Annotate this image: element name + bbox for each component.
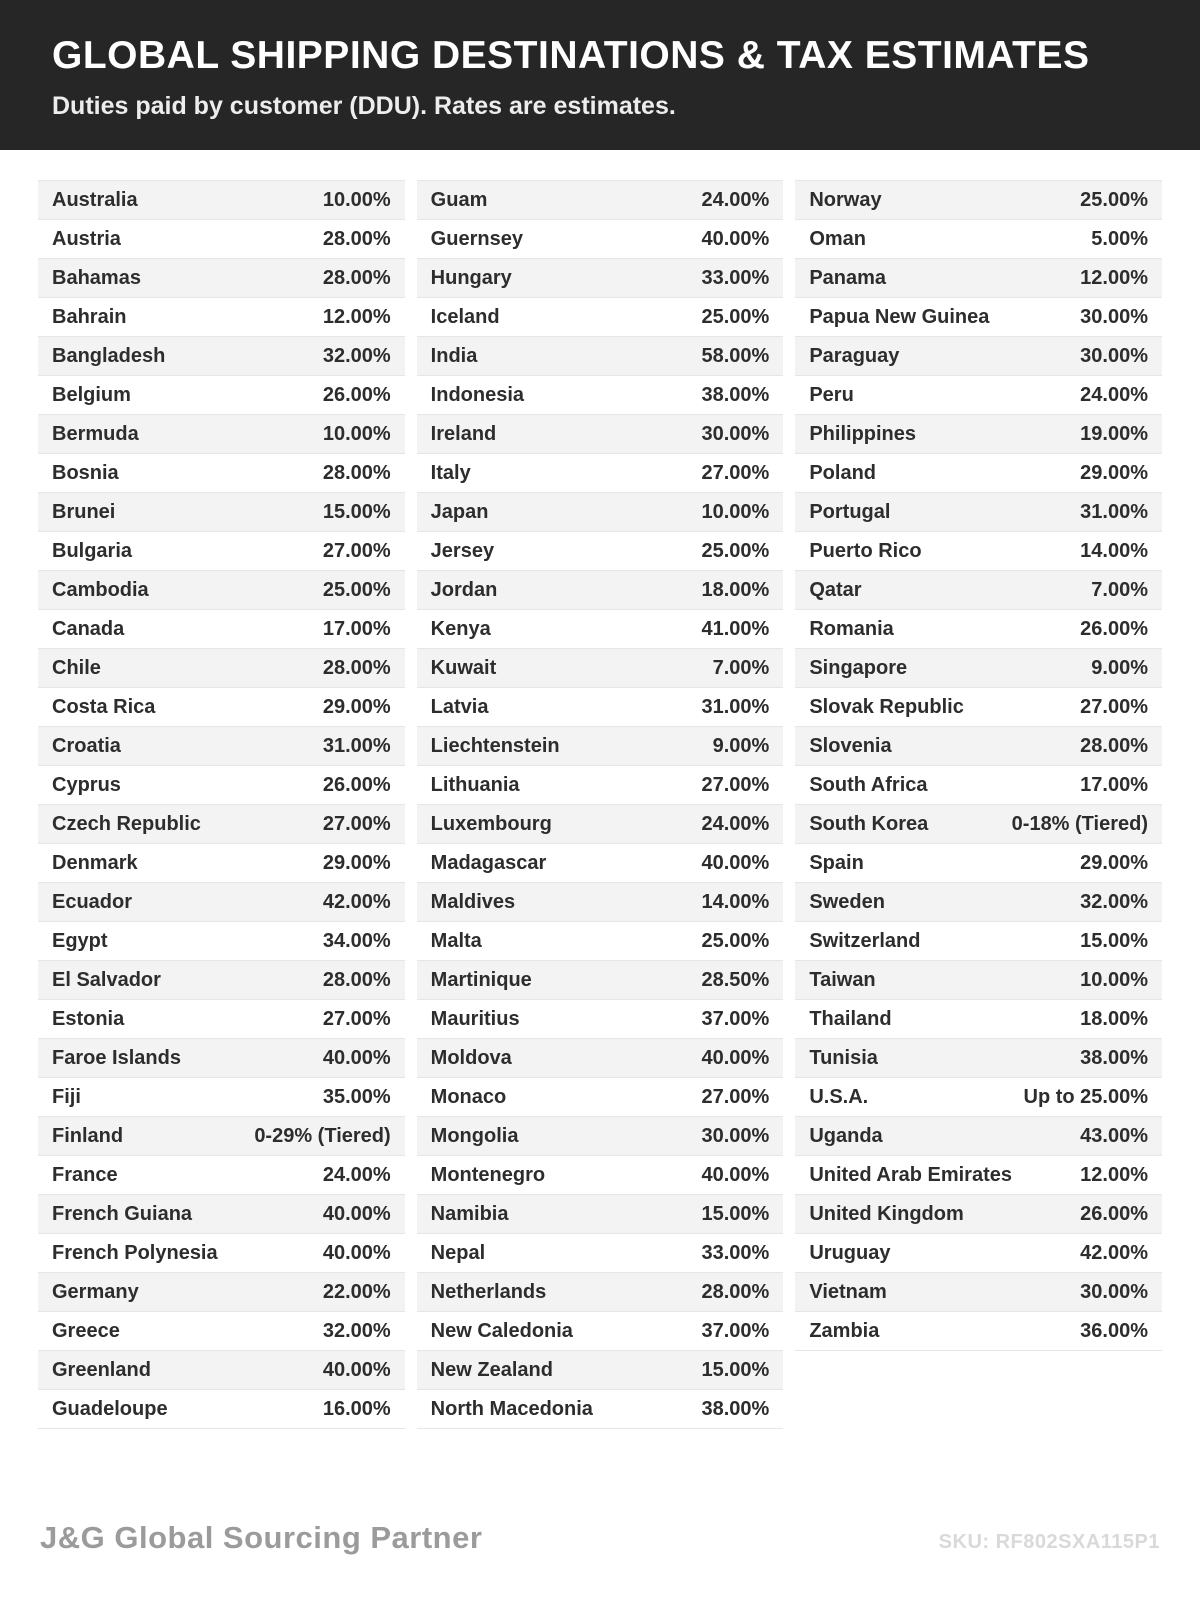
table-row — [38, 181, 405, 220]
table-row — [795, 220, 1162, 259]
table-row — [417, 727, 784, 766]
country-name: Romania — [809, 617, 894, 640]
tax-rate: 7.00% — [712, 656, 770, 679]
table-row — [38, 688, 405, 727]
tax-rate: 30.00% — [701, 422, 770, 445]
country-name: Brunei — [52, 500, 116, 523]
country-name: French Polynesia — [52, 1241, 218, 1264]
tax-rate: 10.00% — [322, 422, 391, 445]
tax-rate: 28.00% — [322, 266, 391, 289]
tax-rate: 29.00% — [322, 695, 391, 718]
country-name: Monaco — [430, 1085, 507, 1108]
tax-rate: 35.00% — [322, 1085, 391, 1108]
table-row — [417, 766, 784, 805]
tax-rate: 10.00% — [322, 188, 391, 211]
country-name: Croatia — [52, 734, 121, 757]
table-row — [417, 1312, 784, 1351]
country-name: Bangladesh — [52, 344, 166, 367]
tax-rate: 26.00% — [322, 383, 391, 406]
table-row — [795, 1273, 1162, 1312]
table-row — [38, 337, 405, 376]
tax-rate: 38.00% — [701, 383, 770, 406]
page-title: GLOBAL SHIPPING DESTINATIONS & TAX ESTIMATES — [52, 34, 1090, 77]
country-name: France — [52, 1163, 118, 1186]
country-name: Guernsey — [430, 227, 523, 250]
tax-rate: 38.00% — [701, 1397, 770, 1420]
country-name: Netherlands — [430, 1280, 547, 1303]
table-row — [417, 415, 784, 454]
table-row — [795, 571, 1162, 610]
table-row — [417, 220, 784, 259]
tax-rate: 40.00% — [701, 227, 770, 250]
country-name: Martinique — [430, 968, 532, 991]
table-row — [38, 1117, 405, 1156]
tax-rate: 58.00% — [701, 344, 770, 367]
tax-rate: 0-29% (Tiered) — [254, 1124, 391, 1147]
table-row — [795, 1195, 1162, 1234]
brand-name: J&G Global Sourcing Partner — [40, 1520, 483, 1555]
table-row — [38, 1039, 405, 1078]
country-name: Tunisia — [809, 1046, 878, 1069]
country-name: Liechtenstein — [430, 734, 560, 757]
country-name: Faroe Islands — [52, 1046, 181, 1069]
country-name: Austria — [52, 227, 121, 250]
tax-rate: 28.00% — [322, 656, 391, 679]
country-name: Iceland — [430, 305, 500, 328]
tax-rate: 40.00% — [701, 851, 770, 874]
table-row — [795, 1000, 1162, 1039]
table-row — [38, 805, 405, 844]
tax-rate: 40.00% — [701, 1046, 770, 1069]
country-name: India — [430, 344, 478, 367]
table-row — [38, 1351, 405, 1390]
tax-rate: 24.00% — [701, 188, 770, 211]
table-row — [417, 883, 784, 922]
country-name: Thailand — [809, 1007, 892, 1030]
tax-rate: 26.00% — [1080, 617, 1149, 640]
country-name: Taiwan — [809, 968, 876, 991]
country-name: Kuwait — [430, 656, 497, 679]
tax-rate: 40.00% — [322, 1241, 391, 1264]
table-row — [795, 532, 1162, 571]
tax-rate: 9.00% — [1091, 656, 1149, 679]
table-column-3 — [795, 180, 1162, 1351]
country-name: Estonia — [52, 1007, 125, 1030]
table-row — [795, 1312, 1162, 1351]
country-name: Latvia — [430, 695, 489, 718]
table-row — [795, 610, 1162, 649]
tax-rate: 28.00% — [322, 227, 391, 250]
table-row — [38, 493, 405, 532]
tax-rate: 43.00% — [1080, 1124, 1149, 1147]
country-name: Uruguay — [809, 1241, 891, 1264]
tax-rate: 28.00% — [701, 1280, 770, 1303]
tax-rate: 14.00% — [701, 890, 770, 913]
tax-rate: 25.00% — [701, 305, 770, 328]
country-name: Zambia — [809, 1319, 880, 1342]
table-row — [38, 1000, 405, 1039]
table-row — [795, 298, 1162, 337]
table-row — [417, 1078, 784, 1117]
table-row — [38, 922, 405, 961]
tax-rate: 15.00% — [1080, 929, 1149, 952]
table-row — [417, 181, 784, 220]
tax-rate: 27.00% — [322, 539, 391, 562]
country-name: Germany — [52, 1280, 139, 1303]
tax-rate: 32.00% — [1080, 890, 1149, 913]
table-row — [38, 220, 405, 259]
country-name: Switzerland — [809, 929, 921, 952]
table-row — [417, 259, 784, 298]
table-row — [417, 1273, 784, 1312]
country-name: Puerto Rico — [809, 539, 922, 562]
tax-rate: 27.00% — [701, 773, 770, 796]
tax-rate: 34.00% — [322, 929, 391, 952]
country-name: United Kingdom — [809, 1202, 964, 1225]
country-name: North Macedonia — [430, 1397, 593, 1420]
tax-rate: 12.00% — [1080, 266, 1149, 289]
tax-rate: 38.00% — [1080, 1046, 1149, 1069]
tax-rate: 40.00% — [322, 1358, 391, 1381]
tax-rate: 40.00% — [322, 1202, 391, 1225]
tax-rate: 28.00% — [1080, 734, 1149, 757]
country-name: South Africa — [809, 773, 928, 796]
tax-rate: 41.00% — [701, 617, 770, 640]
country-name: Mongolia — [430, 1124, 519, 1147]
table-row — [417, 1351, 784, 1390]
tax-rate: 27.00% — [1080, 695, 1149, 718]
header-banner — [0, 0, 1200, 150]
table-row — [795, 883, 1162, 922]
page-subtitle: Duties paid by customer (DDU). Rates are estimates. — [52, 92, 676, 120]
tax-rate: 40.00% — [701, 1163, 770, 1186]
tax-rate: 42.00% — [322, 890, 391, 913]
country-name: Qatar — [809, 578, 862, 601]
table-row — [795, 181, 1162, 220]
country-name: Nepal — [430, 1241, 486, 1264]
country-name: Montenegro — [430, 1163, 546, 1186]
table-row — [417, 493, 784, 532]
tax-rate: 28.00% — [322, 461, 391, 484]
table-row — [795, 805, 1162, 844]
country-name: Canada — [52, 617, 125, 640]
country-name: Belgium — [52, 383, 131, 406]
tax-rate: 33.00% — [701, 1241, 770, 1264]
country-name: Guadeloupe — [52, 1397, 168, 1420]
table-row — [417, 1000, 784, 1039]
tax-rate: 40.00% — [322, 1046, 391, 1069]
country-name: Ireland — [430, 422, 497, 445]
country-name: Greenland — [52, 1358, 151, 1381]
tax-rate: 31.00% — [701, 695, 770, 718]
tax-rate: 7.00% — [1091, 578, 1149, 601]
table-row — [38, 610, 405, 649]
tax-rate: 36.00% — [1080, 1319, 1149, 1342]
table-row — [417, 649, 784, 688]
tax-rate: 29.00% — [1080, 461, 1149, 484]
country-name: Bulgaria — [52, 539, 133, 562]
tax-rate: 27.00% — [322, 1007, 391, 1030]
table-row — [795, 649, 1162, 688]
tax-rate: 14.00% — [1080, 539, 1149, 562]
table-row — [38, 649, 405, 688]
country-name: South Korea — [809, 812, 929, 835]
table-row — [417, 454, 784, 493]
country-name: French Guiana — [52, 1202, 193, 1225]
country-name: Slovak Republic — [809, 695, 964, 718]
table-row — [417, 922, 784, 961]
country-name: Portugal — [809, 500, 891, 523]
tax-rate: 0-18% (Tiered) — [1011, 812, 1149, 835]
country-name: Norway — [809, 188, 882, 211]
country-name: Italy — [430, 461, 471, 484]
table-row — [417, 298, 784, 337]
table-row — [417, 571, 784, 610]
tax-rate: 29.00% — [322, 851, 391, 874]
tax-rate: 24.00% — [322, 1163, 391, 1186]
tax-rate: 25.00% — [701, 929, 770, 952]
table-row — [38, 766, 405, 805]
country-name: Ecuador — [52, 890, 133, 913]
country-name: Fiji — [52, 1085, 81, 1108]
country-name: Finland — [52, 1124, 124, 1147]
table-row — [795, 1078, 1162, 1117]
tax-rate: 37.00% — [701, 1319, 770, 1342]
tax-rate: 33.00% — [701, 266, 770, 289]
tax-rate: 24.00% — [1080, 383, 1149, 406]
country-name: Oman — [809, 227, 867, 250]
country-name: Philippines — [809, 422, 917, 445]
tax-rate: 15.00% — [322, 500, 391, 523]
table-row — [795, 415, 1162, 454]
country-name: Singapore — [809, 656, 908, 679]
table-row — [795, 1117, 1162, 1156]
table-row — [417, 1195, 784, 1234]
country-name: Madagascar — [430, 851, 547, 874]
table-row — [38, 415, 405, 454]
country-name: Egypt — [52, 929, 108, 952]
country-name: Jersey — [430, 539, 495, 562]
table-row — [795, 337, 1162, 376]
tax-rate: 25.00% — [701, 539, 770, 562]
table-column-2 — [417, 180, 784, 1429]
table-row — [38, 298, 405, 337]
table-row — [417, 844, 784, 883]
table-row — [417, 1234, 784, 1273]
table-row — [38, 532, 405, 571]
table-row — [417, 376, 784, 415]
tax-rate: Up to 25.00% — [1023, 1085, 1149, 1108]
country-name: New Caledonia — [430, 1319, 573, 1342]
table-row — [795, 1156, 1162, 1195]
table-row — [417, 1156, 784, 1195]
country-name: El Salvador — [52, 968, 161, 991]
country-name: Costa Rica — [52, 695, 156, 718]
table-row — [38, 454, 405, 493]
tax-rate: 27.00% — [322, 812, 391, 835]
tax-rate: 29.00% — [1080, 851, 1149, 874]
country-name: Peru — [809, 383, 854, 406]
tax-rate: 12.00% — [1080, 1163, 1149, 1186]
country-name: Chile — [52, 656, 101, 679]
country-name: Bahamas — [52, 266, 141, 289]
table-row — [795, 376, 1162, 415]
tax-rate: 12.00% — [322, 305, 391, 328]
country-name: Kenya — [430, 617, 491, 640]
table-row — [417, 961, 784, 1000]
country-name: Denmark — [52, 851, 138, 874]
table-row — [795, 454, 1162, 493]
table-row — [795, 688, 1162, 727]
tax-rate: 28.50% — [701, 968, 770, 991]
tax-rate: 32.00% — [322, 1319, 391, 1342]
country-name: U.S.A. — [809, 1085, 869, 1108]
table-row — [417, 1039, 784, 1078]
country-name: Czech Republic — [52, 812, 201, 835]
tax-rate: 10.00% — [1080, 968, 1149, 991]
country-name: Papua New Guinea — [809, 305, 990, 328]
table-row — [795, 1039, 1162, 1078]
tax-rate: 42.00% — [1080, 1241, 1149, 1264]
table-row — [795, 259, 1162, 298]
table-row — [795, 922, 1162, 961]
table-row — [38, 961, 405, 1000]
table-row — [417, 610, 784, 649]
country-name: Australia — [52, 188, 138, 211]
table-row — [417, 805, 784, 844]
country-name: Sweden — [809, 890, 885, 913]
country-name: Spain — [809, 851, 864, 874]
table-row — [795, 1234, 1162, 1273]
tax-rate: 25.00% — [322, 578, 391, 601]
country-name: Guam — [430, 188, 488, 211]
tax-rate: 15.00% — [701, 1358, 770, 1381]
table-row — [795, 766, 1162, 805]
country-name: Indonesia — [430, 383, 525, 406]
country-name: Panama — [809, 266, 887, 289]
country-name: Uganda — [809, 1124, 883, 1147]
country-name: Greece — [52, 1319, 120, 1342]
country-name: Bosnia — [52, 461, 119, 484]
tax-rate: 28.00% — [322, 968, 391, 991]
country-name: Cambodia — [52, 578, 149, 601]
table-row — [38, 1273, 405, 1312]
tax-rate: 27.00% — [701, 1085, 770, 1108]
table-row — [38, 571, 405, 610]
country-name: Bahrain — [52, 305, 127, 328]
table-row — [38, 259, 405, 298]
tax-rate: 19.00% — [1080, 422, 1149, 445]
tax-rate: 27.00% — [701, 461, 770, 484]
tax-rate: 9.00% — [712, 734, 770, 757]
tax-rate: 30.00% — [701, 1124, 770, 1147]
country-name: Slovenia — [809, 734, 892, 757]
country-name: United Arab Emirates — [809, 1163, 1012, 1186]
table-row — [417, 337, 784, 376]
country-name: Luxembourg — [430, 812, 552, 835]
table-row — [38, 1390, 405, 1429]
table-row — [795, 493, 1162, 532]
table-row — [38, 1156, 405, 1195]
footer — [40, 1520, 1160, 1556]
table-row — [38, 883, 405, 922]
tax-rate: 37.00% — [701, 1007, 770, 1030]
tax-rate: 26.00% — [322, 773, 391, 796]
country-name: Japan — [430, 500, 489, 523]
country-name: Poland — [809, 461, 877, 484]
country-name: Bermuda — [52, 422, 139, 445]
country-name: Namibia — [430, 1202, 509, 1225]
tax-rate: 26.00% — [1080, 1202, 1149, 1225]
tax-rate: 31.00% — [1080, 500, 1149, 523]
table-row — [38, 1195, 405, 1234]
tax-rate: 32.00% — [322, 344, 391, 367]
country-name: Cyprus — [52, 773, 121, 796]
table-row — [417, 532, 784, 571]
table-row — [38, 844, 405, 883]
table-row — [417, 688, 784, 727]
country-name: Vietnam — [809, 1280, 887, 1303]
table-column-1 — [38, 180, 405, 1429]
tax-rate: 16.00% — [322, 1397, 391, 1420]
table-row — [38, 1312, 405, 1351]
tax-rate: 30.00% — [1080, 1280, 1149, 1303]
country-name: New Zealand — [430, 1358, 553, 1381]
country-name: Moldova — [430, 1046, 512, 1069]
country-name: Hungary — [430, 266, 512, 289]
table-row — [795, 727, 1162, 766]
tax-rate: 18.00% — [1080, 1007, 1149, 1030]
tax-rate: 17.00% — [322, 617, 391, 640]
table-row — [795, 844, 1162, 883]
sku-label: SKU: RF802SXA115P1 — [938, 1531, 1160, 1553]
table-row — [417, 1117, 784, 1156]
tax-rate: 31.00% — [322, 734, 391, 757]
tax-rate: 22.00% — [322, 1280, 391, 1303]
table-row — [38, 1078, 405, 1117]
tax-rate: 24.00% — [701, 812, 770, 835]
country-name: Paraguay — [809, 344, 900, 367]
tax-rate: 5.00% — [1091, 227, 1149, 250]
tax-rate: 30.00% — [1080, 344, 1149, 367]
country-name: Maldives — [430, 890, 516, 913]
tax-rate: 18.00% — [701, 578, 770, 601]
table-row — [38, 1234, 405, 1273]
tax-rate: 10.00% — [701, 500, 770, 523]
tax-rate-table — [38, 180, 1162, 1429]
country-name: Malta — [430, 929, 482, 952]
country-name: Mauritius — [430, 1007, 520, 1030]
tax-rate: 30.00% — [1080, 305, 1149, 328]
table-row — [38, 376, 405, 415]
table-row — [38, 727, 405, 766]
tax-rate: 25.00% — [1080, 188, 1149, 211]
country-name: Jordan — [430, 578, 498, 601]
tax-rate: 17.00% — [1080, 773, 1149, 796]
country-name: Lithuania — [430, 773, 520, 796]
tax-rate: 15.00% — [701, 1202, 770, 1225]
table-row — [795, 961, 1162, 1000]
table-row — [417, 1390, 784, 1429]
